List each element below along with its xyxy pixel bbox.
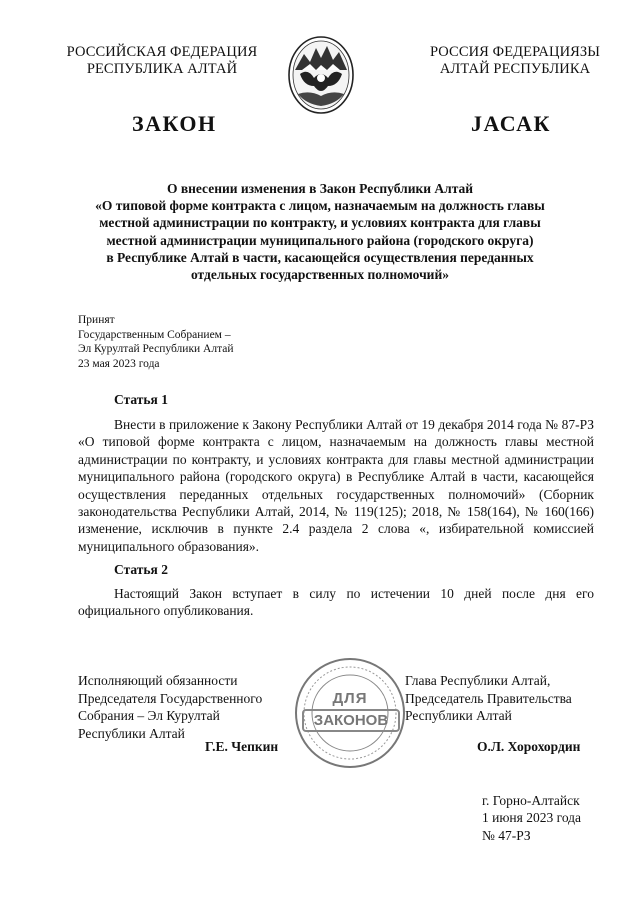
stamp-text-line2: ЗАКОНОВ — [302, 709, 400, 732]
signature-right-line: Председатель Правительства — [405, 690, 572, 706]
signature-left-block — [78, 672, 262, 742]
header-right-line1: РОССИЯ ФЕДЕРАЦИЯЗЫ — [429, 44, 601, 60]
coat-of-arms-emblem — [286, 34, 356, 116]
signing-date: 1 июня 2023 года — [482, 810, 582, 826]
header-left-line1: РОССИЙСКАЯ ФЕДЕРАЦИЯ — [66, 44, 258, 60]
title-line: О внесении изменения в Закон Республики Алтай — [166, 181, 474, 196]
law-number: № 47-РЗ — [482, 827, 531, 843]
header-left-line2: РЕСПУБЛИКА АЛТАЙ — [86, 61, 238, 77]
header-right-line2: АЛТАЙ РЕСПУБЛИКА — [439, 61, 591, 77]
law-title-alt: JАСАК — [471, 111, 551, 136]
adoption-line: Государственным Собранием – — [78, 328, 231, 341]
signature-left-name: Г.Е. Чепкин — [205, 739, 279, 754]
adoption-line: 23 мая 2023 года — [78, 357, 160, 370]
title-line: отдельных государственных полномочий» — [190, 267, 449, 283]
signature-right-name: О.Л. Хорохордин — [477, 739, 581, 754]
article-2-text: Настоящий Закон вступает в силу по истечении 10 дней после дня его официального опубликования. — [78, 586, 594, 619]
law-title-ru: ЗАКОН — [132, 111, 217, 136]
signature-left-line: Исполняющий обязанности — [78, 673, 238, 688]
article-2-heading: Статья 2 — [114, 562, 168, 577]
signature-left-line: Республики Алтай — [78, 725, 185, 741]
header-left — [52, 44, 272, 78]
law-subject-title — [60, 180, 580, 283]
city: г. Горно-Алтайск — [482, 793, 580, 808]
title-line: в Республике Алтай в части, касающейся осуществления переданных — [106, 249, 534, 265]
title-line: местной администрации по контракту, и условиях контракта для главы — [99, 215, 541, 231]
article-1-text: Внести в приложение к Закону Республики Алтай от 19 декабря 2014 года № 87-РЗ «О типовой форме контракта с лицом, назначаемым на должность главы местной администрации по контракту, и условиях контракта для главы местной администрации муниципального района (городского округа) в Республике Алтай в части, касающейся осуществления переданных отдельных государственных полномочий» (Сборник законодательства Республики Алтай, 2014, № 119(125); 2018, № 158(164), № 160(166) изменение, исключив в пункте 2.4 раздела 2 слова «, избирательной комиссией муниципального образования». — [78, 417, 594, 554]
round-stamp — [293, 656, 407, 770]
article-1-heading: Статья 1 — [114, 392, 168, 407]
signature-right-line: Республики Алтай — [405, 708, 512, 723]
signature-left-line: Председателя Государственного — [78, 690, 263, 706]
adoption-block — [78, 313, 234, 371]
signature-right-block — [405, 672, 572, 725]
adoption-line: Принят — [78, 314, 115, 326]
signature-right-line: Глава Республики Алтай, — [405, 673, 551, 688]
header-right — [405, 44, 625, 78]
adoption-line: Эл Курултай Республики Алтай — [78, 343, 234, 356]
place-date-block — [482, 792, 581, 844]
signature-left-line: Собрания – Эл Курултай — [78, 708, 220, 723]
title-line: местной администрации муниципального района (городского округа) — [106, 232, 534, 248]
title-line: «О типовой форме контракта с лицом, назначаемым на должность главы — [95, 198, 545, 214]
stamp-text-line1: ДЛЯ — [332, 690, 368, 707]
